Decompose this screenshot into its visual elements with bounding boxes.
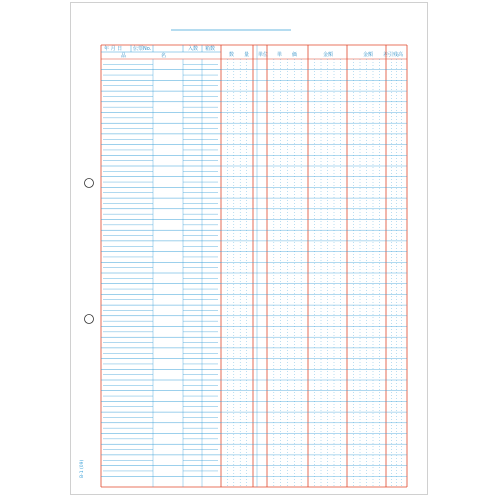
header-balance: 差引残高	[383, 52, 404, 58]
header-slip-no: 伝票No.	[133, 46, 152, 52]
header-date: 年 月 日	[104, 46, 123, 52]
header-quantity: 数 量	[229, 52, 250, 58]
header-amount-1: 金額	[323, 52, 334, 58]
ledger-grid	[101, 45, 407, 487]
header-item: 品	[121, 53, 127, 59]
binder-hole	[85, 315, 94, 324]
header-persons: 入数	[188, 46, 199, 52]
header-amount-2: 金額	[363, 52, 374, 58]
ledger-form	[71, 3, 429, 496]
header-unit-price: 単 価	[277, 52, 298, 58]
header-name: 名	[161, 53, 167, 59]
side-code: B-1 (09)	[80, 459, 85, 478]
binder-hole	[85, 179, 94, 188]
ledger-sheet	[70, 2, 428, 495]
header-boxes: 箱数	[205, 46, 216, 52]
header-unit: 単位	[258, 52, 269, 58]
